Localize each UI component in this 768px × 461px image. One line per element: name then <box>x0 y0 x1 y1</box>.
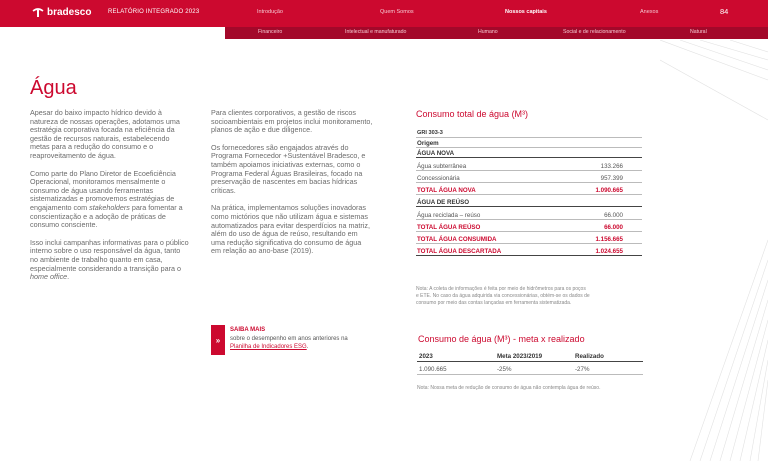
table-row-total: TOTAL ÁGUA REÚSO 66.000 <box>416 222 642 232</box>
subnav-humano[interactable]: Humano <box>478 29 498 35</box>
table1-note: Nota: A coleta de informações é feita por meio de hidrômetros para os poços e ETE. No caso da água adquirida via concessionárias, obtém-se os dados de consumo por meio das contas lançadas em ferramenta sistematizada. <box>416 286 590 306</box>
table-row: 1.090.665 -25% -27% <box>417 363 643 375</box>
subnav-intelectual[interactable]: Intelectual e manufaturado <box>345 29 407 35</box>
sub-nav-bar <box>225 27 768 39</box>
saiba-mais-title: SAIBA MAIS <box>230 327 266 333</box>
table2-note: Nota: Nossa meta de redução de consumo de água não contempla água de reúso. <box>417 385 601 391</box>
paragraph: Isso inclui campanhas informativas para o público interno sobre o uso responsável da água, tanto no ambiente de trabalho quanto em casa, especialmente considerando a transição para o home office. <box>30 237 189 282</box>
paragraph: Para clientes corporativos, a gestão de riscos socioambientais em projetos inclui monitoramento, planos de ação e due diligence. <box>211 108 373 135</box>
table-row: ÁGUA DE REÚSO <box>416 197 642 207</box>
paragraph: Os fornecedores são engajados através do Programa Fornecedor +Sustentável Bradesco, e também apoiamos iniciativas externas, como o Programa Federal Águas Brasileiras, focado na preservação de nascentes em bacias hídricas críticas. <box>211 142 366 195</box>
subnav-social[interactable]: Social e de relacionamento <box>563 29 626 35</box>
table-row-total: TOTAL ÁGUA NOVA 1.090.665 <box>416 185 642 195</box>
paragraph: Como parte do Plano Diretor de Ecoeficiência Operacional, monitoramos mensalmente o consumo de água usando ferramentas sistematizadas e promovemos estratégias de engajamento com stakeholders para fomentar a conscientização e a adoção de práticas de consumo consciente. <box>30 168 183 230</box>
text-column-2 <box>211 109 373 265</box>
table-row: Água reciclada – reúso 66.000 <box>416 210 642 220</box>
table-header: 2023 Meta 2023/2019 Realizado <box>417 350 643 362</box>
saiba-mais-text: sobre o desempenho em anos anteriores na <box>230 336 348 342</box>
double-chevron-icon: » <box>211 325 225 355</box>
table-row: ÁGUA NOVA <box>416 148 642 158</box>
table-row-total: TOTAL ÁGUA DESCARTADA 1.024.655 <box>416 246 642 256</box>
brand-name: bradesco <box>47 7 92 18</box>
subnav-natural[interactable]: Natural <box>690 29 707 35</box>
page-title: Água <box>30 77 77 99</box>
bradesco-logo[interactable] <box>32 7 91 18</box>
bradesco-tree-icon <box>32 7 44 18</box>
nav-quem-somos[interactable]: Quem Somos <box>380 9 414 15</box>
saiba-mais-callout: » SAIBA MAIS sobre o desempenho em anos anteriores na Planilha de Indicadores ESG. <box>211 325 381 355</box>
table-row: Concessionária 957.399 <box>416 173 642 183</box>
nav-anexos[interactable]: Anexos <box>640 9 659 15</box>
table-row-total: TOTAL ÁGUA CONSUMIDA 1.156.665 <box>416 234 642 244</box>
paragraph: Na prática, implementamos soluções inovadoras como mictórios que não utilizam água e sistemas automatizados para evitar desperdícios na matriz, além do uso de água de reúso, resultando em uma redução significativa do consumo de água em relação ao ano-base (2019). <box>211 203 371 256</box>
nav-nossos-capitais[interactable]: Nossos capitais <box>505 9 547 15</box>
decorative-hatch <box>660 40 768 461</box>
table-row: GRI 303-3 <box>416 128 642 138</box>
esg-indicators-link[interactable]: Planilha de Indicadores ESG <box>230 344 307 350</box>
page-number: 84 <box>720 7 729 16</box>
paragraph: Apesar do baixo impacto hídrico devido à natureza de nossas operações, adotamos uma estratégia corporativa focada na eficiência da gestão de recursos naturais, estabelecendo metas para a redução do consumo e o reaproveitamento de água. <box>30 108 180 160</box>
text-column-1 <box>30 109 190 291</box>
table2-title: Consumo de água (M³) - meta x realizado <box>418 334 585 344</box>
top-bar <box>0 0 768 27</box>
table1-title: Consumo total de água (M³) <box>416 109 529 119</box>
table-row: Origem <box>416 138 642 148</box>
subnav-financeiro[interactable]: Financeiro <box>258 29 283 35</box>
nav-introducao[interactable]: Introdução <box>257 9 283 15</box>
table-row: Água subterrânea 133.266 <box>416 161 642 171</box>
report-title: RELATÓRIO INTEGRADO 2023 <box>108 9 200 15</box>
